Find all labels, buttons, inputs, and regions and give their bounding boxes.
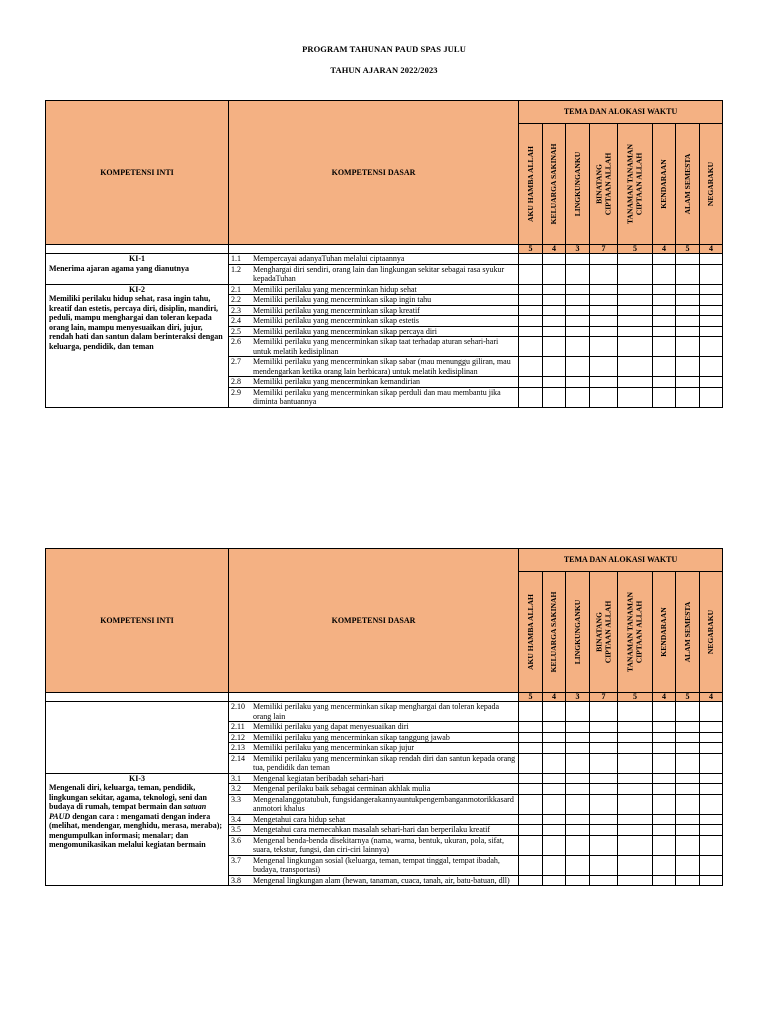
kd-row: 2.5 Memiliki perilaku yang mencerminkan sikap percaya diri bbox=[229, 326, 519, 337]
kd-row: 3.2 Mengenal perilaku baik sebagai cerminan akhlak mulia bbox=[229, 784, 519, 795]
ki-2-title: KI-2 bbox=[129, 284, 145, 294]
theme-header: LINGKUNGANKU bbox=[566, 124, 590, 245]
document-subtitle: TAHUN AJARAN 2022/2023 bbox=[330, 65, 438, 75]
kd-row: 2.9 Memiliki perilaku yang mencerminkan sikap perduli dan mau membantu jika diminta bantuannya bbox=[229, 387, 519, 407]
weeks-value: 3 bbox=[566, 693, 590, 702]
weeks-value: 5 bbox=[519, 245, 543, 254]
ki-2-continued-cell bbox=[46, 702, 229, 774]
kd-row: 3.5 Mengetahui cara memecahkan masalah sehari-hari dan berperilaku kreatif bbox=[229, 825, 519, 836]
theme-header: TANAMAN TANAMAN CIPTAAN ALLAH bbox=[618, 124, 653, 245]
weeks-value: 4 bbox=[543, 693, 566, 702]
weeks-value: 4 bbox=[700, 245, 723, 254]
theme-header: ALAM SEMESTA bbox=[676, 124, 700, 245]
header-ki: KOMPETENSI INTI bbox=[46, 549, 229, 693]
program-table-1 bbox=[45, 100, 723, 408]
theme-header: LINGKUNGANKU bbox=[566, 572, 590, 693]
weeks-value: 3 bbox=[566, 245, 590, 254]
theme-header: AKU HAMBA ALLAH bbox=[519, 572, 543, 693]
weeks-value: 5 bbox=[618, 693, 653, 702]
kd-row: 2.11 Memiliki perilaku yang dapat menyesuaikan diri bbox=[229, 722, 519, 733]
ki-3-cell bbox=[46, 773, 229, 886]
document-title: PROGRAM TAHUNAN PAUD SPAS JULU bbox=[302, 44, 466, 54]
kd-row: 3.3 Mengenalanggotatubuh, fungsidangerakannyauntukpengembanganmotorikkasardanmotori khalus bbox=[229, 794, 519, 814]
kd-row: 2.7 Memiliki perilaku yang mencerminkan sikap sabar (mau menunggu giliran, mau mendengarkan ketika orang lain berbicara) untuk melatih kedisiplinan bbox=[229, 357, 519, 377]
kd-row: 2.3 Memiliki perilaku yang mencerminkan sikap kreatif bbox=[229, 305, 519, 316]
weeks-value: 5 bbox=[676, 693, 700, 702]
kd-row: 2.4 Memiliki perilaku yang mencerminkan sikap estetis bbox=[229, 316, 519, 327]
program-table-2 bbox=[45, 548, 723, 886]
theme-header: TANAMAN TANAMAN CIPTAAN ALLAH bbox=[618, 572, 653, 693]
weeks-value: 7 bbox=[590, 245, 618, 254]
ki-2-text: Memiliki perilaku hidup sehat, rasa ingin tahu, kreatif dan estetis, percaya diri, disiplin, mandiri, peduli, mampu menghargai dan toleran kepada orang lain, mampu menyesuaikan diri, jujur, rendah hati dan santun dalam berinteraksi dengan keluarga, pendidik, dan teman bbox=[49, 294, 223, 351]
kd-row: 2.12 Memiliki perilaku yang mencerminkan sikap tanggung jawab bbox=[229, 732, 519, 743]
weeks-value: 5 bbox=[618, 245, 653, 254]
kd-row: 2.13 Memiliki perilaku yang mencerminkan sikap jujur bbox=[229, 743, 519, 754]
theme-header: KENDARAAN bbox=[653, 572, 676, 693]
theme-header: BINATANG CIPTAAN ALLAH bbox=[590, 572, 618, 693]
kd-row: 2.2 Memiliki perilaku yang mencerminkan sikap ingin tahu bbox=[229, 295, 519, 306]
kd-row: 3.4 Mengetahui cara hidup sehat bbox=[229, 814, 519, 825]
theme-header: KELUARGA SAKINAH bbox=[543, 124, 566, 245]
ki-1-title: KI-1 bbox=[129, 254, 145, 263]
kd-row: 3.8 Mengenal lingkungan alam (hewan, tanaman, cuaca, tanah, air, batu-batuan, dll) bbox=[229, 875, 519, 886]
ki-1-cell bbox=[46, 254, 229, 285]
kd-row: 3.7 Mengenal lingkungan sosial (keluarga, teman, tempat tinggal, tempat ibadah, budaya, transportasi) bbox=[229, 855, 519, 875]
header-tema: TEMA DAN ALOKASI WAKTU bbox=[519, 101, 723, 124]
weeks-value: 4 bbox=[653, 245, 676, 254]
theme-header: NEGARAKU bbox=[700, 572, 723, 693]
weeks-value: 4 bbox=[543, 245, 566, 254]
kd-row: 3.1 Mengenal kegiatan beribadah sehari-hari bbox=[229, 773, 519, 784]
kd-row: 2.14 Memiliki perilaku yang mencerminkan sikap rendah diri dan santun kepada orang tua, pendidik dan teman bbox=[229, 753, 519, 773]
ki-3-title: KI-3 bbox=[129, 773, 145, 783]
theme-header: AKU HAMBA ALLAH bbox=[519, 124, 543, 245]
kd-row: 2.6 Memiliki perilaku yang mencerminkan sikap taat terhadap aturan sehari-hari untuk melatih kedisiplinan bbox=[229, 337, 519, 357]
kd-row: 1.1 Mempercayai adanyaTuhan melalui ciptaannya bbox=[229, 254, 519, 265]
ki-3-text: Mengenali diri, keluarga, teman, pendidik, lingkungan sekitar, agama, teknologi, seni dan budaya di rumah, tempat bermain dan satuan PAUD dengan cara : mengamati dengan indera (melihat, mendengar, menghidu, merasa, meraba); mengumpulkan informasi; menalar; dan mengomunikasikan melalui kegiatan bermain bbox=[49, 783, 223, 849]
header-kd: KOMPETENSI DASAR bbox=[229, 101, 519, 245]
theme-header: KENDARAAN bbox=[653, 124, 676, 245]
kd-row: 2.10 Memiliki perilaku yang mencerminkan sikap menghargai dan toleran kepada orang lain bbox=[229, 702, 519, 722]
theme-header: ALAM SEMESTA bbox=[676, 572, 700, 693]
ki-1-text: Menerima ajaran agama yang dianutnya bbox=[49, 263, 189, 273]
header-ki: KOMPETENSI INTI bbox=[46, 101, 229, 245]
weeks-value: 5 bbox=[519, 693, 543, 702]
weeks-value: 5 bbox=[676, 245, 700, 254]
theme-header: BINATANG CIPTAAN ALLAH bbox=[590, 124, 618, 245]
kd-row: 1.2 Menghargai diri sendiri, orang lain dan lingkungan sekitar sebagai rasa syukur kepadaTuhan bbox=[229, 264, 519, 284]
theme-header: KELUARGA SAKINAH bbox=[543, 572, 566, 693]
weeks-value: 4 bbox=[653, 693, 676, 702]
header-tema: TEMA DAN ALOKASI WAKTU bbox=[519, 549, 723, 572]
header-kd: KOMPETENSI DASAR bbox=[229, 549, 519, 693]
weeks-value: 7 bbox=[590, 693, 618, 702]
kd-row: 2.1 Memiliki perilaku yang mencerminkan hidup sehat bbox=[229, 284, 519, 295]
kd-row: 3.6 Mengenal benda-benda disekitarnya (nama, warna, bentuk, ukuran, pola, sifat, suara, tekstur, fungsi, dan ciri-ciri lainnya) bbox=[229, 835, 519, 855]
weeks-value: 4 bbox=[700, 693, 723, 702]
ki-2-cell bbox=[46, 284, 229, 407]
kd-row: 2.8 Memiliki perilaku yang mencerminkan kemandirian bbox=[229, 377, 519, 388]
theme-header: NEGARAKU bbox=[700, 124, 723, 245]
